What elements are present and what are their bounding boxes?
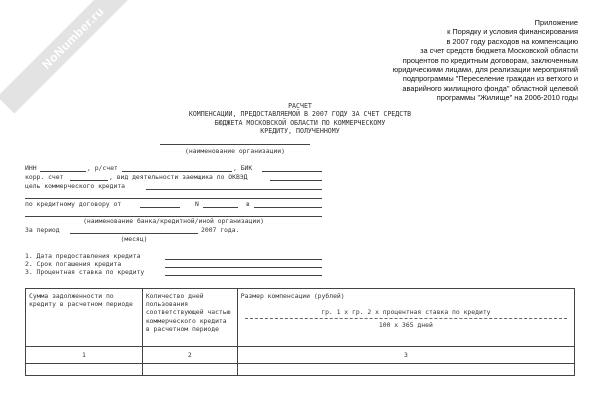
- title-line: БЮДЖЕТА МОСКОВСКОЙ ОБЛАСТИ ПО КОММЕРЧЕСКОМУ: [214, 118, 386, 127]
- table-row: [26, 364, 575, 376]
- purpose-field-2[interactable]: [25, 198, 322, 199]
- column-number-2: 2: [142, 347, 237, 364]
- org-name-line: [160, 144, 310, 145]
- appendix-line: подпрограммы "Переселение граждан из ветхого и: [402, 74, 578, 84]
- bik-label: , БИК: [233, 164, 253, 172]
- contract-label: по кредитному договору от: [25, 200, 122, 208]
- compensation-title: Размер компенсации (рублей): [240, 292, 345, 300]
- table-number-row: [26, 347, 575, 364]
- column-number-1: 1: [26, 347, 143, 364]
- appendix-line: за счет средств бюджета Московской области: [420, 46, 578, 56]
- corr-field[interactable]: [70, 180, 108, 181]
- header-compensation: [237, 289, 574, 347]
- compensation-formula: [241, 308, 571, 329]
- header-debt: Сумма задолженности по кредиту в расчетном периоде: [26, 289, 143, 347]
- table-cell[interactable]: [142, 364, 237, 376]
- month-caption: (месяц): [120, 235, 148, 243]
- item-3-label: 3. Процентная ставка по кредиту: [25, 268, 145, 276]
- item-3-field[interactable]: [165, 275, 322, 276]
- appendix-line: Приложение: [534, 18, 578, 27]
- formula-denominator: 100 х 365 дней: [378, 321, 433, 330]
- okved-field[interactable]: [270, 180, 322, 181]
- account-label: , р/счет: [87, 164, 118, 172]
- period-field[interactable]: [70, 233, 198, 234]
- appendix-line: аварийного жилищного фонда" областной целевой: [402, 83, 578, 93]
- item-1-field[interactable]: [165, 259, 322, 260]
- watermark: NoNumber.ru: [0, 0, 149, 114]
- inn-field[interactable]: [40, 171, 86, 172]
- corr-label: корр. счет: [25, 173, 64, 181]
- appendix-line: программы "Жилище" на 2006-2010 годы: [436, 93, 578, 103]
- contract-number-field[interactable]: [203, 207, 238, 208]
- period-label: За период: [25, 226, 60, 234]
- number-label: N: [195, 200, 199, 208]
- in-label: в: [246, 200, 250, 208]
- okved-label: , вид деятельности заемщика по ОКВЭД: [109, 173, 248, 181]
- title-line: КОМПЕНСАЦИИ, ПРЕДОСТАВЛЯЕМОЙ В 2007 ГОДУ ЗА СЧЕТ СРЕДСТВ: [188, 110, 412, 119]
- appendix-line: в 2007 году расходов на компенсацию: [446, 36, 578, 46]
- purpose-field[interactable]: [146, 189, 322, 190]
- title-line: КРЕДИТУ, ПОЛУЧЕННОМУ: [260, 127, 340, 136]
- org-caption: (наименование организации): [184, 147, 286, 155]
- purpose-label: цель коммерческого кредита: [25, 182, 126, 190]
- appendix-note: [348, 18, 578, 103]
- item-2-label: 2. Срок погашения кредита: [25, 260, 122, 268]
- year-label: 2007 года.: [201, 226, 240, 234]
- account-field[interactable]: [122, 171, 232, 172]
- header-days: Количество дней пользования соответствующей частью коммерческого кредита в расчетном периоде: [142, 289, 237, 347]
- compensation-table: [25, 288, 575, 376]
- item-2-field[interactable]: [165, 267, 322, 268]
- table-header-row: [26, 289, 575, 347]
- formula-numerator: гр. 1 х гр. 2 х процентная ставка по кредиту: [245, 308, 567, 319]
- appendix-line: к Порядку и условия финансирования: [447, 27, 578, 37]
- table-cell[interactable]: [237, 364, 574, 376]
- bank-field[interactable]: [254, 207, 322, 208]
- title-line: РАСЧЕТ: [288, 102, 312, 110]
- column-number-3: 3: [237, 347, 574, 364]
- inn-label: ИНН: [25, 164, 37, 172]
- appendix-line: юридическими лицами, для реализации мероприятий: [392, 65, 578, 75]
- item-1-label: 1. Дата предоставления кредита: [25, 252, 141, 260]
- bank-caption: (наименование банка/кредитной/иной организации): [83, 217, 264, 225]
- bik-field[interactable]: [262, 171, 322, 172]
- document-title: [0, 102, 600, 136]
- contract-date-field[interactable]: [140, 207, 180, 208]
- table-cell[interactable]: [26, 364, 143, 376]
- appendix-line: процентов по кредитным договорам, заключенным: [402, 55, 578, 65]
